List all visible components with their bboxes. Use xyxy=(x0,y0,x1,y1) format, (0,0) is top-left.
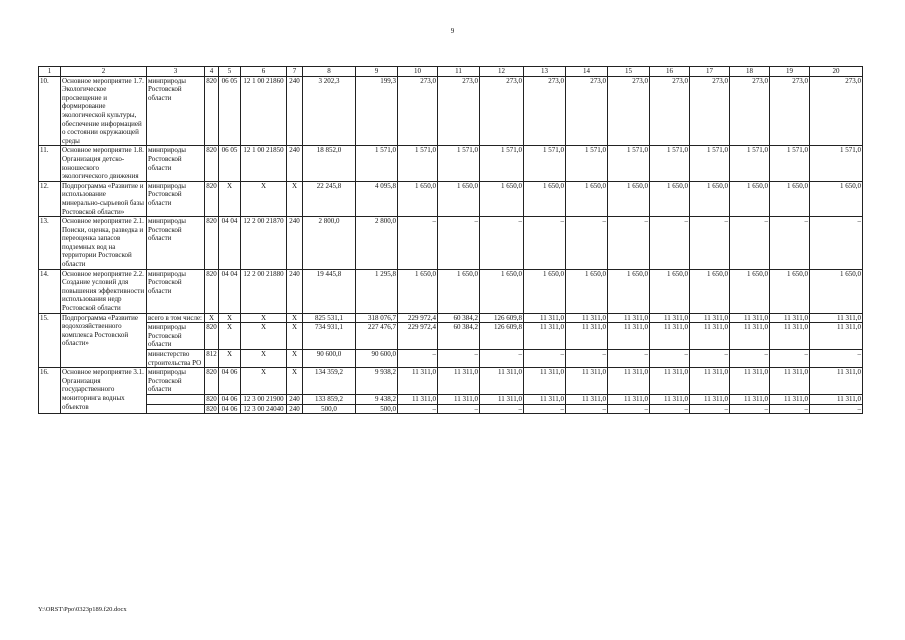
column-number-cell: 14 xyxy=(566,67,608,77)
column-number-cell: 19 xyxy=(770,67,810,77)
year-amount-cell: – xyxy=(480,350,524,368)
year-amount-cell: – xyxy=(398,217,438,270)
grbs-code-cell: 820 xyxy=(205,217,219,270)
rzpr-code-cell: 04 06 xyxy=(219,394,241,404)
program-name-cell: Основное мероприятие 2.1. Поиски, оценка, разведка и переоценка запасов подземных вод на территории Ростовской области xyxy=(61,217,147,270)
year-amount-cell: – xyxy=(690,350,730,368)
total-amount-cell: 18 852,0 xyxy=(303,146,356,181)
column-number-cell: 7 xyxy=(287,67,303,77)
vr-code-cell: 240 xyxy=(287,76,303,146)
year-amount-cell: 273,0 xyxy=(398,76,438,146)
program-name-cell: Подпрограмма «Развитие и использование минерально-сырьевой базы Ростовской области» xyxy=(61,181,147,216)
year-amount-cell: 11 311,0 xyxy=(398,368,438,395)
year-amount-cell: 1 571,0 xyxy=(690,146,730,181)
year-amount-cell: – xyxy=(480,217,524,270)
grbs-code-cell: 820 xyxy=(205,181,219,216)
rzpr-code-cell: 04 04 xyxy=(219,269,241,313)
row-number-cell: 11. xyxy=(39,146,61,181)
row-number-cell: 14. xyxy=(39,269,61,313)
rzpr-code-cell: 06 05 xyxy=(219,76,241,146)
year-amount-cell: – xyxy=(608,350,650,368)
column-number-cell: 15 xyxy=(608,67,650,77)
year-amount-cell: 11 311,0 xyxy=(608,394,650,404)
vr-code-cell: X xyxy=(287,323,303,350)
page-number: 9 xyxy=(450,27,455,35)
row-number-cell: 13. xyxy=(39,217,61,270)
year-amount-cell: 126 609,8 xyxy=(480,323,524,350)
year-amount-cell: 273,0 xyxy=(770,76,810,146)
year-amount-cell: 11 311,0 xyxy=(650,368,690,395)
executor-cell: минприроды Ростовской области xyxy=(147,269,205,313)
table-row xyxy=(39,181,863,216)
year-amount-cell: 1 650,0 xyxy=(690,269,730,313)
grbs-code-cell: 820 xyxy=(205,146,219,181)
year-amount-cell: 11 311,0 xyxy=(730,313,770,323)
rzpr-code-cell: X xyxy=(219,323,241,350)
csr-code-cell: 12 1 00 21860 xyxy=(241,76,287,146)
year-amount-cell: – xyxy=(438,404,480,414)
year-amount-cell: 1 650,0 xyxy=(608,269,650,313)
column-number-cell: 20 xyxy=(810,67,863,77)
column-number-cell: 5 xyxy=(219,67,241,77)
grbs-code-cell: 820 xyxy=(206,404,217,413)
year-amount-cell: – xyxy=(650,350,690,368)
year-amount-cell: 11 311,0 xyxy=(608,323,650,350)
year-amount-cell: 11 311,0 xyxy=(566,368,608,395)
column-number-cell: 8 xyxy=(303,67,356,77)
year-amount-cell: 1 650,0 xyxy=(690,181,730,216)
csr-code-cell: X xyxy=(241,323,287,350)
year-amount-cell: – xyxy=(650,404,690,414)
csr-code-cell: 12 1 00 21850 xyxy=(241,146,287,181)
year-amount-cell: 11 311,0 xyxy=(770,323,810,350)
table-row xyxy=(39,394,863,404)
year-amount-cell: 4 095,8 xyxy=(356,181,398,216)
year-amount-cell: 1 650,0 xyxy=(566,269,608,313)
year-amount-cell: 11 311,0 xyxy=(770,313,810,323)
column-number-cell: 10 xyxy=(398,67,438,77)
column-number-cell: 12 xyxy=(480,67,524,77)
vr-code-cell: 240 xyxy=(287,146,303,181)
year-amount-cell: 60 384,2 xyxy=(438,323,480,350)
csr-code-cell: X xyxy=(241,368,287,395)
year-amount-cell: – xyxy=(730,350,770,368)
year-amount-cell: 11 311,0 xyxy=(770,394,810,404)
year-amount-cell: 1 650,0 xyxy=(398,181,438,216)
executor-cell: минприроды Ростовской области xyxy=(147,181,205,216)
csr-code-cell: 12 3 00 21900 xyxy=(241,394,287,404)
year-amount-cell: 1 650,0 xyxy=(438,269,480,313)
year-amount-cell: – xyxy=(690,217,730,270)
year-amount-cell: – xyxy=(524,217,566,270)
total-amount-cell: 734 931,1 xyxy=(303,323,356,350)
vr-code-cell: X xyxy=(287,368,303,395)
total-amount-cell: 133 859,2 xyxy=(303,394,356,404)
program-name-cell: Подпрограмма «Развитие водохозяйственного комплекса Ростовской области» xyxy=(61,313,147,368)
grbs-code-cell: 820 xyxy=(206,394,217,403)
column-number-row xyxy=(39,67,863,77)
vr-code-cell: 240 xyxy=(287,394,303,404)
executor-cell: минприроды Ростовской области xyxy=(147,323,205,350)
executor-cell xyxy=(147,404,205,414)
column-number-cell: 9 xyxy=(356,67,398,77)
year-amount-cell: 11 311,0 xyxy=(608,368,650,395)
year-amount-cell: 273,0 xyxy=(566,76,608,146)
grbs-code-cell: X xyxy=(205,313,219,323)
csr-code-cell: X xyxy=(241,350,287,368)
year-amount-cell: 1 650,0 xyxy=(770,269,810,313)
rzpr-code-cell: X xyxy=(219,313,241,323)
total-amount-cell: 134 359,2 xyxy=(303,368,356,395)
csr-code-cell: 12 2 00 21870 xyxy=(241,217,287,270)
budget-table xyxy=(38,66,863,414)
year-amount-cell: 229 972,4 xyxy=(398,323,438,350)
column-number-cell: 11 xyxy=(438,67,480,77)
year-amount-cell: 11 311,0 xyxy=(398,394,438,404)
year-amount-cell: 318 076,7 xyxy=(356,313,398,323)
year-amount-cell: 273,0 xyxy=(690,76,730,146)
year-amount-cell: 229 972,4 xyxy=(398,313,438,323)
year-amount-cell: 11 311,0 xyxy=(438,394,480,404)
year-amount-cell: 11 311,0 xyxy=(730,394,770,404)
year-amount-cell: 1 650,0 xyxy=(438,181,480,216)
column-number-cell: 2 xyxy=(61,67,147,77)
year-amount-cell: 11 311,0 xyxy=(608,313,650,323)
year-amount-cell: 1 571,0 xyxy=(524,146,566,181)
grbs-code-cell: 820 xyxy=(205,269,219,313)
column-number-cell: 18 xyxy=(730,67,770,77)
grbs-code-cell: 820 xyxy=(205,323,219,350)
year-amount-cell: 11 311,0 xyxy=(730,368,770,395)
total-amount-cell: 500,0 xyxy=(303,404,356,414)
executor-cell: министерство строительства РО xyxy=(147,350,205,368)
year-amount-cell: 227 476,7 xyxy=(356,323,398,350)
year-amount-cell: 1 571,0 xyxy=(480,146,524,181)
rzpr-code-cell: 04 06 xyxy=(219,368,241,395)
total-amount-cell: 19 445,8 xyxy=(303,269,356,313)
program-name-cell: Основное мероприятие 1.8. Организация детско-юношеского экологического движения xyxy=(61,146,147,181)
year-amount-cell: 1 571,0 xyxy=(608,146,650,181)
csr-code-cell: 12 2 00 21880 xyxy=(241,269,287,313)
table-row xyxy=(39,323,863,350)
column-number-cell: 16 xyxy=(650,67,690,77)
year-amount-cell: 1 295,8 xyxy=(356,269,398,313)
grbs-code-cell: 820 xyxy=(205,76,219,146)
vr-code-cell: X xyxy=(287,350,303,368)
csr-code-cell: X xyxy=(241,181,287,216)
year-amount-cell: 273,0 xyxy=(810,76,863,146)
year-amount-cell: 60 384,2 xyxy=(438,313,480,323)
year-amount-cell: – xyxy=(480,404,524,414)
year-amount-cell: – xyxy=(770,404,810,414)
vr-code-cell: 240 xyxy=(287,269,303,313)
year-amount-cell: 11 311,0 xyxy=(524,323,566,350)
year-amount-cell: 273,0 xyxy=(438,76,480,146)
year-amount-cell: 1 571,0 xyxy=(356,146,398,181)
year-amount-cell: 11 311,0 xyxy=(810,313,863,323)
year-amount-cell: – xyxy=(730,217,770,270)
year-amount-cell: – xyxy=(438,217,480,270)
year-amount-cell: 11 311,0 xyxy=(524,368,566,395)
year-amount-cell: – xyxy=(524,350,566,368)
year-amount-cell: 1 650,0 xyxy=(650,181,690,216)
program-name-cell: Основное мероприятие 1.7. Экологическое просвещение и формирование экологической культуры, обеспечение информацией о состоянии окружающей среды xyxy=(61,76,147,146)
column-number-cell: 3 xyxy=(147,67,205,77)
year-amount-cell: 11 311,0 xyxy=(438,368,480,395)
row-number-cell: 16. xyxy=(39,368,61,414)
year-amount-cell: 1 650,0 xyxy=(398,269,438,313)
year-amount-cell: – xyxy=(608,217,650,270)
year-amount-cell: – xyxy=(770,350,810,368)
table-row xyxy=(39,350,863,368)
year-amount-cell: 273,0 xyxy=(608,76,650,146)
executor-cell: всего в том числе: xyxy=(147,313,205,323)
column-number-cell: 4 xyxy=(205,67,219,77)
column-number-cell: 17 xyxy=(690,67,730,77)
year-amount-cell: 11 311,0 xyxy=(650,394,690,404)
table-row xyxy=(39,313,863,323)
year-amount-cell: 126 609,8 xyxy=(480,313,524,323)
executor-cell: минприроды Ростовской области xyxy=(147,146,205,181)
rzpr-code-cell: X xyxy=(219,181,241,216)
year-amount-cell: – xyxy=(524,404,566,414)
year-amount-cell: 11 311,0 xyxy=(810,323,863,350)
year-amount-cell: 1 650,0 xyxy=(480,181,524,216)
year-amount-cell: 273,0 xyxy=(480,76,524,146)
year-amount-cell: 1 571,0 xyxy=(398,146,438,181)
year-amount-cell: – xyxy=(398,404,438,414)
table-row xyxy=(39,76,863,146)
year-amount-cell: 11 311,0 xyxy=(690,323,730,350)
year-amount-cell: 1 650,0 xyxy=(810,181,863,216)
vr-code-cell: X xyxy=(287,313,303,323)
year-amount-cell: 273,0 xyxy=(730,76,770,146)
total-amount-cell: 3 202,3 xyxy=(303,76,356,146)
year-amount-cell: – xyxy=(730,404,770,414)
year-amount-cell: 1 571,0 xyxy=(650,146,690,181)
rzpr-code-cell: 06 05 xyxy=(219,146,241,181)
year-amount-cell: 11 311,0 xyxy=(566,313,608,323)
vr-code-cell: 240 xyxy=(287,404,303,414)
year-amount-cell: 11 311,0 xyxy=(690,368,730,395)
year-amount-cell: 1 571,0 xyxy=(770,146,810,181)
year-amount-cell: 11 311,0 xyxy=(650,323,690,350)
year-amount-cell: 1 650,0 xyxy=(480,269,524,313)
year-amount-cell: 11 311,0 xyxy=(650,313,690,323)
year-amount-cell: 500,0 xyxy=(356,404,398,414)
year-amount-cell: 1 650,0 xyxy=(608,181,650,216)
row-number-cell: 12. xyxy=(39,181,61,216)
column-number-cell: 6 xyxy=(241,67,287,77)
year-amount-cell: – xyxy=(810,217,863,270)
program-name-cell: Основное мероприятие 3.1. Организация государственного мониторинга водных объектов xyxy=(61,368,147,414)
year-amount-cell: 1 650,0 xyxy=(650,269,690,313)
year-amount-cell: 1 650,0 xyxy=(730,181,770,216)
year-amount-cell: 11 311,0 xyxy=(566,394,608,404)
year-amount-cell: 273,0 xyxy=(524,76,566,146)
year-amount-cell: 11 311,0 xyxy=(730,323,770,350)
csr-code-cell: 12 3 00 24040 xyxy=(241,404,287,414)
year-amount-cell: 11 311,0 xyxy=(770,368,810,395)
year-amount-cell: 11 311,0 xyxy=(690,313,730,323)
year-amount-cell: – xyxy=(810,404,863,414)
year-amount-cell: 11 311,0 xyxy=(480,394,524,404)
executor-cell xyxy=(147,394,205,404)
total-amount-cell: 22 245,8 xyxy=(303,181,356,216)
year-amount-cell: 11 311,0 xyxy=(810,394,863,404)
year-amount-cell: 1 650,0 xyxy=(524,181,566,216)
year-amount-cell: 1 650,0 xyxy=(770,181,810,216)
executor-cell: минприроды Ростовской области xyxy=(147,76,205,146)
year-amount-cell: – xyxy=(566,404,608,414)
year-amount-cell: 1 571,0 xyxy=(438,146,480,181)
year-amount-cell: – xyxy=(690,404,730,414)
year-amount-cell: – xyxy=(608,404,650,414)
year-amount-cell: – xyxy=(770,217,810,270)
table-row xyxy=(39,368,863,395)
year-amount-cell: 1 571,0 xyxy=(810,146,863,181)
column-number-cell: 1 xyxy=(39,67,61,77)
row-number-cell: 15. xyxy=(39,313,61,368)
table-row xyxy=(39,404,863,414)
table-row xyxy=(39,269,863,313)
year-amount-cell: – xyxy=(438,350,480,368)
year-amount-cell: 1 650,0 xyxy=(810,269,863,313)
year-amount-cell: 1 650,0 xyxy=(524,269,566,313)
executor-cell: минприроды Ростовской области xyxy=(147,217,205,270)
year-amount-cell: 11 311,0 xyxy=(480,368,524,395)
column-number-cell: 13 xyxy=(524,67,566,77)
year-amount-cell: 2 800,0 xyxy=(356,217,398,270)
rzpr-code-cell: 04 06 xyxy=(219,404,241,414)
year-amount-cell: 90 600,0 xyxy=(356,350,398,368)
year-amount-cell: 11 311,0 xyxy=(566,323,608,350)
table-row xyxy=(39,217,863,270)
file-path-footer: Y:\ORST\Ppo\0323p189.f20.docx xyxy=(38,606,127,613)
year-amount-cell: – xyxy=(566,350,608,368)
vr-code-cell: X xyxy=(287,181,303,216)
rzpr-code-cell: X xyxy=(219,350,241,368)
year-amount-cell: 11 311,0 xyxy=(524,313,566,323)
row-number-cell: 10. xyxy=(39,76,61,146)
year-amount-cell: – xyxy=(650,217,690,270)
grbs-code-cell: 820 xyxy=(205,368,219,395)
year-amount-cell: – xyxy=(810,350,863,368)
year-amount-cell: 9 438,2 xyxy=(356,394,398,404)
year-amount-cell: 1 650,0 xyxy=(730,269,770,313)
vr-code-cell: 240 xyxy=(287,217,303,270)
program-name-cell: Основное мероприятие 2.2. Создание условий для повышения эффективности использования недр Ростовской области xyxy=(61,269,147,313)
year-amount-cell: 9 938,2 xyxy=(356,368,398,395)
year-amount-cell: 199,3 xyxy=(356,76,398,146)
year-amount-cell: 1 650,0 xyxy=(566,181,608,216)
year-amount-cell: 11 311,0 xyxy=(810,368,863,395)
total-amount-cell: 2 800,0 xyxy=(303,217,356,270)
year-amount-cell: – xyxy=(566,217,608,270)
grbs-code-cell: 812 xyxy=(205,350,219,368)
year-amount-cell: 1 571,0 xyxy=(730,146,770,181)
year-amount-cell: 11 311,0 xyxy=(690,394,730,404)
table-row xyxy=(39,146,863,181)
year-amount-cell: 273,0 xyxy=(650,76,690,146)
rzpr-code-cell: 04 04 xyxy=(219,217,241,270)
year-amount-cell: 1 571,0 xyxy=(566,146,608,181)
executor-cell: минприроды Ростовской области xyxy=(147,368,205,395)
total-amount-cell: 825 531,1 xyxy=(303,313,356,323)
total-amount-cell: 90 600,0 xyxy=(303,350,356,368)
year-amount-cell: – xyxy=(398,350,438,368)
csr-code-cell: X xyxy=(241,313,287,323)
year-amount-cell: 11 311,0 xyxy=(524,394,566,404)
